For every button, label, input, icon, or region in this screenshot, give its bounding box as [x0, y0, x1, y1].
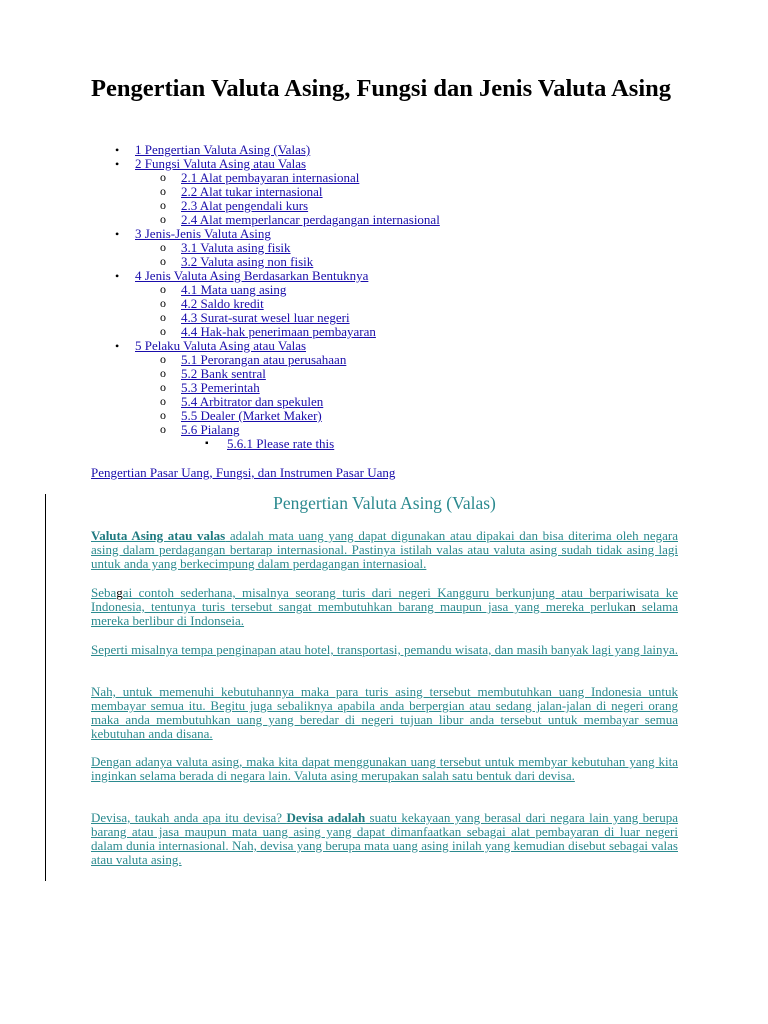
- toc-item: [0, 199, 768, 213]
- toc-link[interactable]: 1 Pengertian Valuta Asing (Valas): [135, 142, 311, 157]
- toc-link[interactable]: 4.1 Mata uang asing: [181, 282, 287, 297]
- toc-link[interactable]: 4 Jenis Valuta Asing Berdasarkan Bentuknya: [135, 268, 369, 283]
- bold-term: Valuta Asing atau valas: [91, 528, 226, 543]
- bold-term-devisa: Devisa adalah: [286, 810, 366, 825]
- toc-item: [0, 325, 768, 339]
- toc-link[interactable]: 2.1 Alat pembayaran internasional: [181, 170, 360, 185]
- paragraph-definition: Valuta Asing atau valas adalah mata uang yang dapat digunakan atau dipakai dan bisa diterima oleh negara asing dalam perdagangan bertarap internasional. Pastinya istilah valas atau valuta asing sudah tidak asing lagi untuk anda yang berkecimpung dalam perdagangan internasioal.: [91, 528, 678, 571]
- toc-item: [0, 437, 768, 451]
- toc-link[interactable]: 4.4 Hak-hak penerimaan pembayaran: [181, 324, 376, 339]
- paragraph-payment: Nah, untuk memenuhi kebutuhannya maka para turis asing tersebut membutuhkan uang Indonesia untuk membayar semua itu. Begitu juga sebaliknya apabila anda berpergian atau sedang jalan-jalan di negeri orang maka anda membutuhkan uang yang beredar di negeri tujuan libur anda tersebut untuk membayar semua kebutuhan anda disana.: [91, 684, 678, 741]
- toc-item: [0, 409, 768, 423]
- toc-link[interactable]: 5.6.1 Please rate this: [227, 436, 335, 451]
- paragraph-needs: Seperti misalnya tempa penginapan atau hotel, transportasi, pemandu wisata, dan masih banyak lagi yang lainya.: [91, 642, 678, 657]
- toc-item: [0, 143, 768, 157]
- toc-item: [0, 171, 768, 185]
- toc-link[interactable]: 2.4 Alat memperlancar perdagangan internasional: [181, 212, 440, 227]
- toc-link[interactable]: 5.3 Pemerintah: [181, 380, 260, 395]
- toc-link[interactable]: 3.2 Valuta asing non fisik: [181, 254, 314, 269]
- toc-item: [0, 185, 768, 199]
- toc-link[interactable]: 2.2 Alat tukar internasional: [181, 184, 323, 199]
- toc-link[interactable]: 4.3 Surat-surat wesel luar negeri: [181, 310, 350, 325]
- toc-link[interactable]: 5.1 Perorangan atau perusahaan: [181, 352, 347, 367]
- toc-item: [0, 227, 768, 241]
- toc-link[interactable]: 2 Fungsi Valuta Asing atau Valas: [135, 156, 307, 171]
- section-heading: Pengertian Valuta Asing (Valas): [273, 493, 496, 513]
- related-article-link[interactable]: Pengertian Pasar Uang, Fungsi, dan Instrumen Pasar Uang: [91, 465, 396, 480]
- toc-item: [0, 255, 768, 269]
- toc-item: [0, 395, 768, 409]
- paragraph-example: Sebagai contoh sederhana, misalnya seorang turis dari negeri Kangguru berkunjung atau berpariwisata ke Indonesia, tentunya turis tersebut sangat membutuhkan barang maupun jasa yang mereka perlukan selama mereka berlibur di Indonseia.: [91, 585, 678, 628]
- toc-link[interactable]: 5.4 Arbitrator dan spekulen: [181, 394, 324, 409]
- toc-item: [0, 423, 768, 437]
- toc-item: [0, 269, 768, 283]
- toc-item: [0, 283, 768, 297]
- toc-link[interactable]: 4.2 Saldo kredit: [181, 296, 264, 311]
- toc-link[interactable]: 5 Pelaku Valuta Asing atau Valas: [135, 338, 307, 353]
- page-title: Pengertian Valuta Asing, Fungsi dan Jenis Valuta Asing: [91, 75, 672, 102]
- table-of-contents: [0, 143, 768, 451]
- toc-link[interactable]: 5.2 Bank sentral: [181, 366, 266, 381]
- toc-item: [0, 311, 768, 325]
- toc-item: [0, 367, 768, 381]
- toc-item: [0, 157, 768, 171]
- toc-item: [0, 297, 768, 311]
- left-margin-line: [45, 494, 46, 881]
- toc-item: [0, 241, 768, 255]
- toc-item: [0, 339, 768, 353]
- toc-link[interactable]: 3 Jenis-Jenis Valuta Asing: [135, 226, 271, 241]
- toc-item: [0, 353, 768, 367]
- toc-link[interactable]: 5.5 Dealer (Market Maker): [181, 408, 322, 423]
- toc-link[interactable]: 2.3 Alat pengendali kurs: [181, 198, 309, 213]
- toc-item: [0, 213, 768, 227]
- toc-link[interactable]: 5.6 Pialang: [181, 422, 240, 437]
- toc-item: [0, 381, 768, 395]
- toc-link[interactable]: 3.1 Valuta asing fisik: [181, 240, 291, 255]
- paragraph-usage: Dengan adanya valuta asing, maka kita dapat menggunakan uang tersebut untuk membyar kebutuhan yang kita inginkan selama berada di negara lain. Valuta asing merupakan salah satu bentuk dari devisa.: [91, 754, 678, 783]
- paragraph-devisa: Devisa, taukah anda apa itu devisa? Devisa adalah suatu kekayaan yang berasal dari negara lain yang berupa barang atau jasa maupun mata uang asing yang dapat dimanfaatkan sebagai alat pembayaran di luar negeri dalam dunia internasional. Nah, devisa yang berupa mata uang asing inilah yang kemudian disebut sebagai valas atau valuta asing.: [91, 810, 678, 867]
